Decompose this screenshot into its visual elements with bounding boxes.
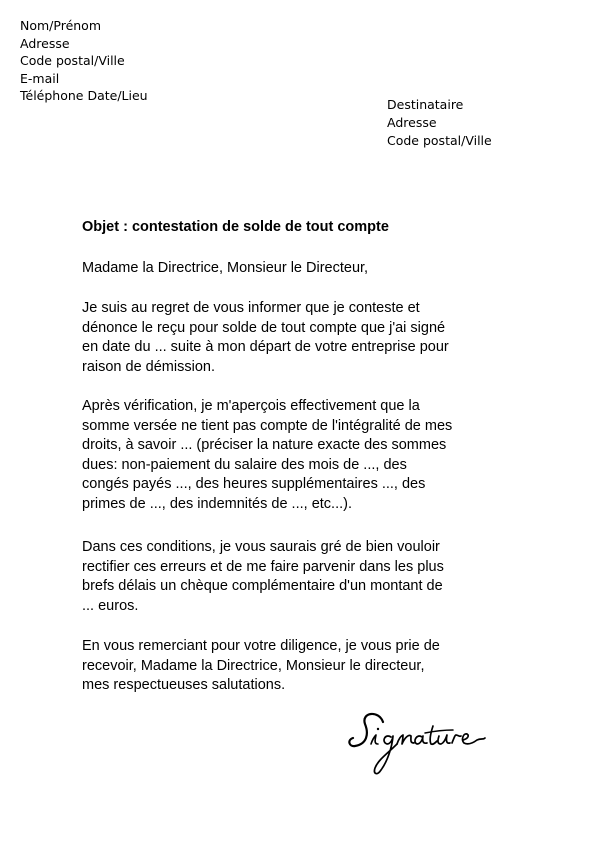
paragraph-line: somme versée ne tient pas compte de l'intégralité de mes — [82, 417, 453, 434]
sender-name: Nom/Prénom — [20, 18, 102, 33]
letter-subject: Objet : contestation de solde de tout compte — [82, 219, 389, 235]
letter-greeting: Madame la Directrice, Monsieur le Directeur, — [82, 260, 369, 276]
recipient-postal-city: Code postal/Ville — [387, 133, 492, 148]
paragraph-line: Après vérification, je m'aperçois effectivement que la — [82, 398, 420, 414]
paragraph-line: En vous remerciant pour votre diligence, je vous prie de — [82, 638, 440, 654]
paragraph-line: primes de ..., des indemnités de ..., etc...). — [82, 495, 352, 512]
paragraph-contestation — [82, 299, 542, 377]
paragraph-line: dues: non-paiement du salaire des mois de ..., des — [82, 456, 407, 473]
paragraph-line: rectifier ces erreurs et de me faire parvenir dans les plus — [82, 558, 444, 575]
recipient-name: Destinataire — [387, 97, 464, 112]
paragraph-line: Dans ces conditions, je vous saurais gré de bien vouloir — [82, 539, 440, 555]
recipient-address: Adresse — [387, 115, 437, 130]
paragraph-line: brefs délais un chèque complémentaire d'un montant de — [82, 578, 443, 594]
handwritten-signature — [345, 700, 505, 785]
paragraph-line: ... euros. — [82, 597, 139, 614]
recipient-block — [387, 96, 492, 150]
paragraph-line: recevoir, Madame la Directrice, Monsieur le directeur, — [82, 657, 425, 674]
paragraph-line: dénonce le reçu pour solde de tout compte que j'ai signé — [82, 319, 446, 336]
paragraph-closing — [82, 637, 542, 696]
paragraph-line: congés payés ..., des heures supplémentaires ..., des — [82, 476, 426, 492]
sender-email: E-mail — [20, 70, 60, 86]
paragraph-line: Je suis au regret de vous informer que je conteste et — [82, 300, 420, 316]
paragraph-line: mes respectueuses salutations. — [82, 677, 286, 693]
sender-block — [20, 17, 148, 105]
paragraph-request — [82, 538, 542, 616]
paragraph-line: en date du ... suite à mon départ de votre entreprise pour — [82, 339, 449, 355]
sender-postal-city: Code postal/Ville — [20, 53, 125, 68]
sender-phone-date-place: Téléphone Date/Lieu — [20, 88, 148, 103]
paragraph-line: raison de démission. — [82, 358, 215, 375]
paragraph-line: droits, à savoir ... (préciser la nature exacte des sommes — [82, 437, 447, 453]
paragraph-verification — [82, 397, 542, 514]
sender-address: Adresse — [20, 35, 70, 51]
